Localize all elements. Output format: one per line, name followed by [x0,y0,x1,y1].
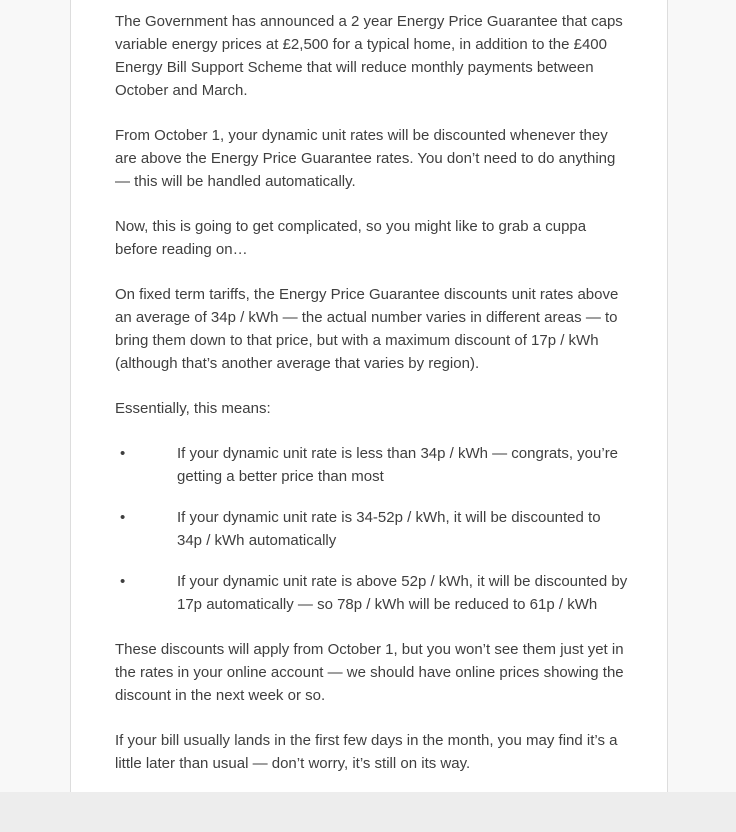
paragraph-essentially: Essentially, this means: [115,400,271,417]
list-item [115,506,628,552]
paragraph-cuppa: Now, this is going to get complicated, so you might like to grab a cuppa before reading on… [115,218,587,258]
paragraph-fixed-term: On fixed term tariffs, the Energy Price Guarantee discounts unit rates above an average of 34p / kWh — the actual number varies in different areas — to bring them down to that price, but with a maximum discount of 17p / kWh (although that’s another average that varies by region). [115,286,619,372]
email-text-block [71,0,667,775]
bullet-icon: • [120,573,126,590]
list-item [115,442,628,488]
paragraph-october-discount: From October 1, your dynamic unit rates will be discounted whenever they are above the Energy Price Guarantee rates. You don’t need to do anything — this will be handled automatically. [115,127,616,190]
bullet-icon: • [120,509,126,526]
list-item-text: If your dynamic unit rate is above 52p / kWh, it will be discounted by 17p automatically — so 78p / kWh will be reduced to 61p / kWh [177,573,628,613]
list-item [115,570,628,616]
list-item-text: If your dynamic unit rate is less than 34p / kWh — congrats, you’re getting a better price than most [177,445,619,485]
email-content-card [70,0,668,792]
paragraph-bill-timing: If your bill usually lands in the first few days in the month, you may find it’s a little later than usual — don’t worry, it’s still on its way. [115,732,618,772]
bullet-icon: • [120,445,126,462]
paragraph-intro: The Government has announced a 2 year Energy Price Guarantee that caps variable energy prices at £2,500 for a typical home, in addition to the £400 Energy Bill Support Scheme that will reduce monthly payments between October and March. [115,13,623,99]
list-item-text: If your dynamic unit rate is 34-52p / kWh, it will be discounted to 34p / kWh automatically [177,509,601,549]
bullet-list [115,442,628,616]
paragraph-apply-from-october: These discounts will apply from October 1, but you won’t see them just yet in the rates in your online account — we should have online prices showing the discount in the next week or so. [115,641,624,704]
